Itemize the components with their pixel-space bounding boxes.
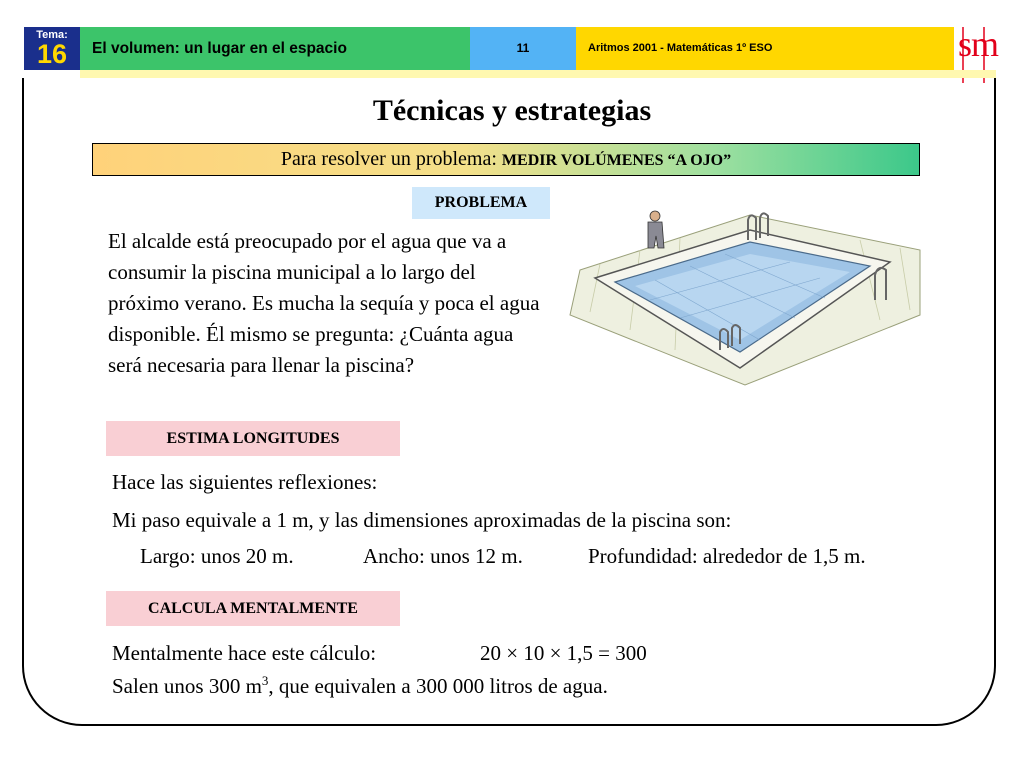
calculation-formula: 20 × 10 × 1,5 = 300 [480, 641, 647, 665]
result-after: , que equivalen a 300 000 litros de agua. [268, 674, 608, 698]
strategy-banner [92, 143, 920, 176]
estimate-tag: ESTIMA LONGITUDES [106, 421, 400, 456]
topic-box [24, 27, 80, 70]
book-title: Aritmos 2001 - Matemáticas 1º ESO [576, 27, 954, 70]
result-line [112, 672, 608, 700]
strategy-name: MEDIR VOLÚMENES “A OJO” [501, 152, 732, 169]
depth-estimate: Profundidad: alrededor de 1,5 m. [588, 544, 866, 568]
topic-label: Tema: [36, 29, 68, 41]
page-number: 11 [470, 27, 576, 70]
width-estimate: Ancho: unos 12 m. [363, 544, 523, 568]
calculation-label: Mentalmente hace este cálculo: [112, 641, 377, 665]
header-strip [80, 70, 996, 78]
header-bar [24, 24, 999, 70]
result-superscript: 3 [261, 673, 269, 688]
reflections-intro: Hace las siguientes reflexiones: [112, 470, 378, 494]
mayor-figure [648, 211, 664, 248]
problem-text: El alcalde está preocupado por el agua que va a consumir la piscina municipal a lo largo del próximo verano. Es mucha la sequía y poca el agua disponible. Él mismo se pregunta: ¿Cuánta agua será necesaria para llenar la piscina? [108, 229, 540, 377]
step-equivalence: Mi paso equivale a 1 m, y las dimensiones aproximadas de la piscina son: [112, 508, 732, 532]
calculate-tag: CALCULA MENTALMENTE [106, 591, 400, 626]
strategy-prefix: Para resolver un problema: [280, 148, 502, 170]
logo-text: sm [958, 24, 999, 64]
pool-illustration [560, 200, 940, 395]
problem-tag: PROBLEMA [412, 187, 550, 219]
publisher-logo [954, 24, 999, 70]
topic-number: 16 [36, 39, 68, 69]
unit-title: El volumen: un lugar en el espacio [80, 27, 470, 70]
result-before: Salen unos 300 m [112, 674, 262, 698]
length-estimate: Largo: unos 20 m. [140, 544, 294, 568]
page-title: Técnicas y estrategias [372, 94, 652, 127]
